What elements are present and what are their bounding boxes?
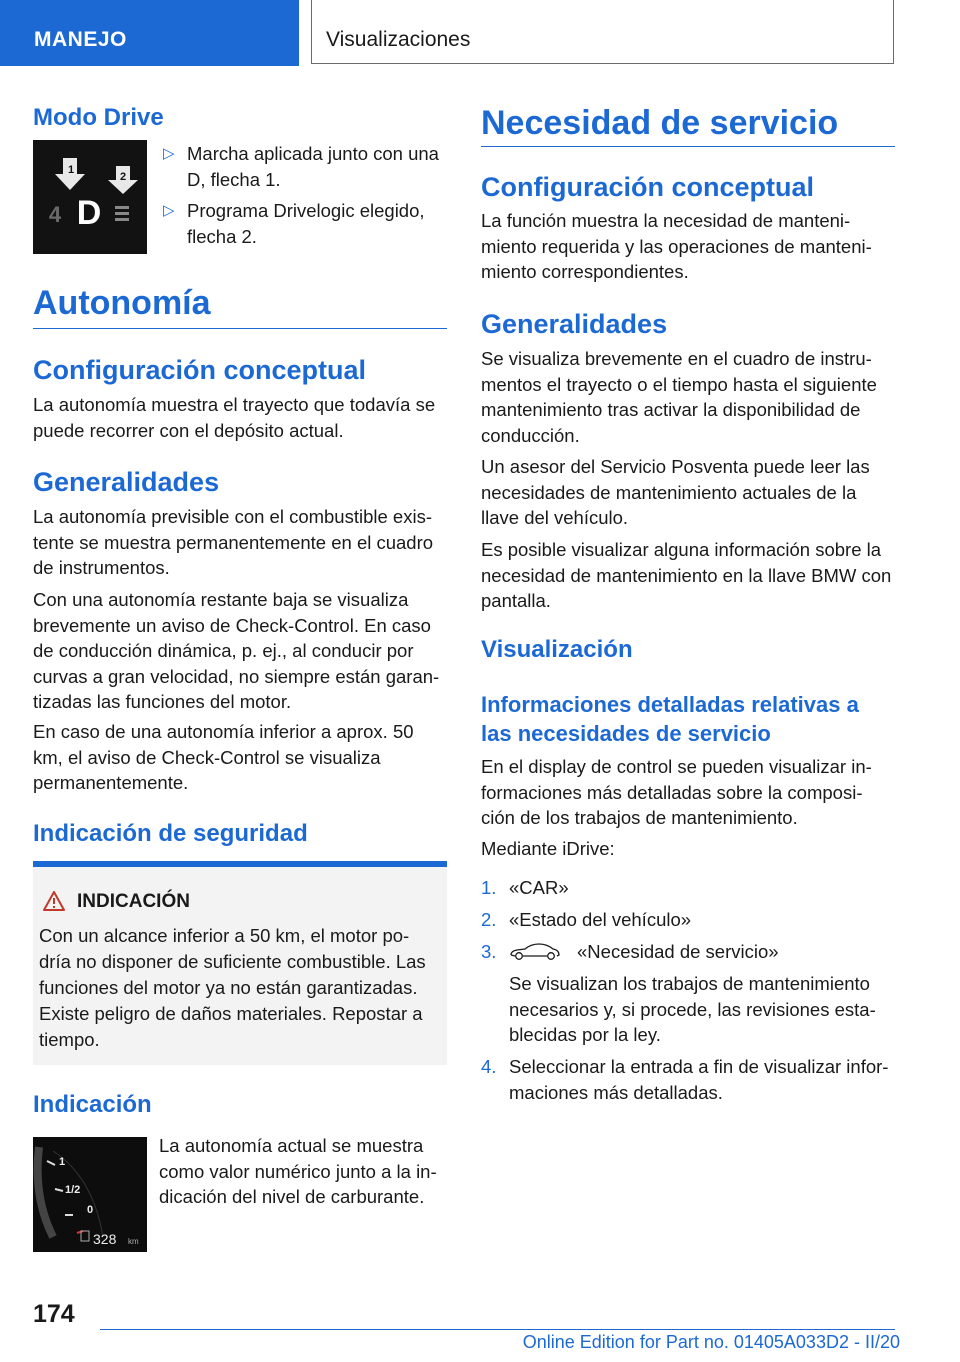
safety-heading: Indicación de seguridad: [33, 820, 308, 847]
autonomy-general-p3: En caso de una autonomía inferior a aprox. 50 km, el aviso de Check-Control se visualiza permanentemente.: [33, 721, 414, 793]
autonomy-concept-text: La autonomía muestra el trayecto que todavía se puede recorrer con el depósito actual.: [33, 394, 436, 441]
chapter-header: [311, 0, 894, 64]
autonomy-heading: Autonomía: [33, 284, 211, 322]
note-text: Con un alcance inferior a 50 km, el motor po-dría no disponer de suficiente combustible. Las funciones del motor ya no están garantizadas. Existe peligro de daños materiales. Repostar a tiempo.: [39, 925, 426, 1050]
svg-text:0: 0: [87, 1204, 94, 1216]
svg-text:D: D: [76, 194, 102, 232]
svg-text:1: 1: [59, 1156, 66, 1168]
service-concept-heading: Configuración conceptual: [481, 172, 815, 202]
display-heading: Visualización: [481, 636, 633, 663]
drive-mode-image: [33, 140, 147, 254]
heading-rule: [33, 328, 447, 329]
fuel-gauge-image: [33, 1137, 147, 1252]
details-text: En el display de control se pueden visualizar in-formaciones más detalladas sobre la composi-ción de los trabajos de mantenimiento.: [481, 756, 872, 828]
section-label: MANEJO: [34, 28, 127, 51]
car-icon: [509, 943, 561, 961]
warning-icon: [43, 891, 65, 911]
drive-display-icon: [33, 140, 147, 254]
heading-rule: [481, 146, 895, 147]
indication-text: La autonomía actual se muestra como valor numérico junto a la in-dicación del nivel de carburante.: [159, 1135, 437, 1207]
step-3-detail: Se visualizan los trabajos de mantenimiento necesarios y, si procede, las revisiones esta-blecidas por la ley.: [509, 973, 876, 1045]
fuel-gauge-icon: [33, 1137, 147, 1252]
indication-heading: Indicación: [33, 1091, 152, 1118]
triangle-right-icon: ▷: [163, 145, 175, 162]
autonomy-general-p1: La autonomía previsible con el combustible exis-tente se muestra permanentemente en el cuadro de instrumentos.: [33, 506, 434, 578]
svg-text:2: 2: [119, 171, 127, 183]
service-general-heading: Generalidades: [481, 309, 668, 339]
autonomy-concept-heading: Configuración conceptual: [33, 355, 367, 385]
chapter-title: Visualizaciones: [326, 28, 471, 51]
triangle-right-icon: ▷: [163, 202, 175, 219]
autonomy-general-p2: Con una autonomía restante baja se visualiza brevemente un aviso de Check-Control. En caso de conducción dinámica, p. ej., al conducir por curvas a gran velocidad, no siempre están garan-tizadas las funciones del motor.: [33, 589, 440, 712]
note-title: INDICACIÓN: [77, 891, 190, 912]
svg-text:4: 4: [48, 202, 62, 227]
note-box: [33, 861, 447, 1065]
service-concept-text: La función muestra la necesidad de manteni-miento requerida y las operaciones de manteni-miento correspondientes.: [481, 210, 872, 282]
idrive-text: Mediante iDrive:: [481, 838, 615, 859]
svg-text:328: 328: [93, 1231, 117, 1247]
footer-rule: [100, 1329, 895, 1330]
service-general-p1: Se visualiza brevemente en el cuadro de instru-mentos el trayecto o el tiempo hasta el siguiente mantenimiento tras activar la disponibilidad de conducción.: [481, 348, 877, 446]
service-general-p2: Un asesor del Servicio Posventa puede leer las necesidades de mantenimiento actuales de la llave del vehículo.: [481, 456, 870, 528]
autonomy-general-heading: Generalidades: [33, 467, 220, 497]
service-general-p3: Es posible visualizar alguna información sobre la necesidad de mantenimiento en la llave BMW con pantalla.: [481, 539, 892, 611]
svg-text:1/2: 1/2: [65, 1184, 81, 1196]
drive-mode-heading: Modo Drive: [33, 104, 164, 131]
edition-text: Online Edition for Part no. 01405A033D2 - II/20: [522, 1332, 900, 1352]
page-number: 174: [33, 1300, 75, 1328]
section-tab: [0, 0, 299, 66]
details-heading: Informaciones detalladas relativas a las necesidades de servicio: [481, 692, 859, 746]
svg-text:km: km: [128, 1237, 139, 1246]
svg-text:1: 1: [67, 164, 75, 176]
service-heading: Necesidad de servicio: [481, 104, 839, 142]
